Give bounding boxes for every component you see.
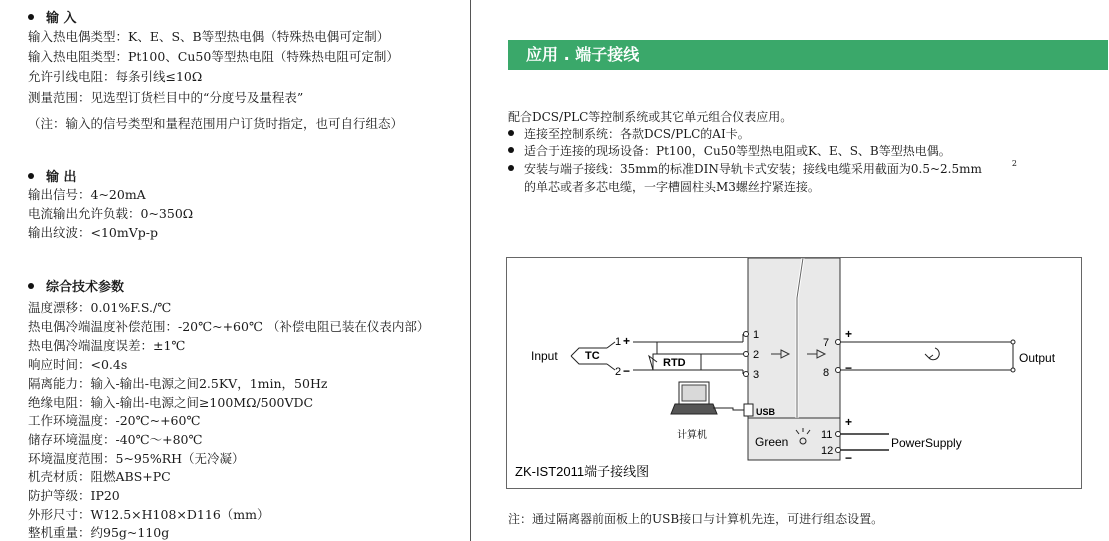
wire-1-label: 1	[615, 336, 622, 348]
input-line: 输入热电偶类型：K、E、S、B等型热电偶（特殊热电偶可定制）	[28, 29, 390, 44]
column-divider	[470, 0, 471, 541]
terminal-12-minus: −	[845, 451, 853, 465]
superscript: 2	[1011, 159, 1017, 168]
bullet-icon	[28, 14, 34, 20]
application-continuation: 的单芯或者多芯电缆，一字槽圆柱头M3螺丝拧紧连接。	[524, 180, 820, 194]
application-bullet: 适合于连接的现场设备：Pt100，Cu50等型热电阻或K、E、S、B等型热电偶。	[508, 142, 951, 159]
application-footnote: 注：通过隔离器前面板上的USB接口与计算机先连，可进行组态设置。	[508, 512, 884, 526]
param-line: 工作环境温度：-20℃~+60℃	[28, 413, 201, 428]
tc-wire-1	[607, 342, 615, 348]
computer-label: 计算机	[677, 430, 707, 441]
wire-1-plus: +	[623, 334, 631, 348]
param-line: 响应时间：<0.4s	[28, 357, 128, 372]
param-line: 隔离能力：输入-输出-电源之间2.5KV，1min，50Hz	[28, 376, 328, 391]
input-section-title: 输 入	[28, 7, 77, 26]
terminal-7	[836, 340, 841, 345]
terminal-12-label: 12	[821, 445, 834, 457]
terminal-1-label: 1	[753, 329, 760, 341]
param-line: 温度漂移：0.01%F.S./℃	[28, 300, 172, 315]
input-note: （注：输入的信号类型和量程范围用户订货时指定，也可自行组态）	[28, 116, 404, 131]
application-bullet: 连接至控制系统：各款DCS/PLC的AI卡。	[508, 125, 750, 142]
terminal-7-plus: +	[845, 327, 853, 341]
tc-wire-2	[607, 364, 615, 370]
tc-label: TC	[585, 350, 600, 362]
application-banner: 应用 . 端子接线	[508, 40, 1108, 70]
param-line: 环境温度范围：5~95%RH（无冷凝）	[28, 451, 245, 466]
terminal-1	[744, 332, 749, 337]
input-line: 输入热电阻类型：Pt100、Cu50等型热电阻（特殊热电阻可定制）	[28, 49, 399, 64]
param-line: 绝缘电阻：输入-输出-电源之间≥100MΩ/500VDC	[28, 395, 314, 410]
input-line: 允许引线电阻：每条引线≤10Ω	[28, 69, 203, 84]
bullet-icon	[508, 130, 514, 136]
bullet-icon	[508, 165, 514, 171]
left-column	[0, 0, 468, 541]
green-led-label: Green	[755, 435, 789, 449]
terminal-8-minus: −	[845, 361, 853, 375]
bullet-icon	[28, 283, 34, 289]
application-intro: 配合DCS/PLC等控制系统或其它单元组合仪表应用。	[508, 110, 793, 124]
param-line: 热电偶冷端温度补偿范围：-20℃~+60℃ （补偿电阻已装在仪表内部）	[28, 319, 430, 334]
usb-port-icon	[744, 404, 753, 416]
rtd-label: RTD	[663, 357, 686, 369]
param-line: 外形尺寸：W12.5×H108×D116（mm）	[28, 507, 270, 522]
terminal-11-plus: +	[845, 415, 853, 429]
output-line: 输出纹波：<10mVp-p	[28, 225, 158, 240]
output-terminal-plus	[1011, 340, 1015, 344]
usb-label: USB	[756, 407, 776, 417]
terminal-7-label: 7	[823, 337, 830, 349]
wire-2-minus: −	[623, 364, 631, 378]
terminal-3-label: 3	[753, 369, 760, 381]
usb-cable	[713, 408, 744, 410]
input-line: 测量范围：见选型订货栏目中的“分度号及量程表”	[28, 90, 304, 105]
terminal-8-label: 8	[823, 367, 830, 379]
bullet-icon	[28, 173, 34, 179]
input-label: Input	[531, 349, 558, 363]
terminal-2-label: 2	[753, 349, 760, 361]
terminal-2	[744, 352, 749, 357]
power-supply-label: PowerSupply	[891, 436, 962, 450]
terminal-8	[836, 368, 841, 373]
output-line: 输出信号：4~20mA	[28, 187, 146, 202]
param-line: 防护等级：IP20	[28, 488, 120, 503]
terminal-3	[744, 372, 749, 377]
wiring-diagram-svg	[507, 258, 1081, 488]
output-line: 电流输出允许负载：0~350Ω	[28, 206, 194, 221]
params-section-title: 综合技术参数	[28, 276, 124, 295]
param-line: 储存环境温度：-40℃～+80℃	[28, 432, 203, 447]
wire-2-label: 2	[615, 366, 622, 378]
param-line: 热电偶冷端温度误差：±1℃	[28, 338, 186, 353]
bullet-icon	[508, 147, 514, 153]
output-section-title: 输 出	[28, 166, 77, 185]
terminal-11	[836, 432, 841, 437]
output-label: Output	[1019, 351, 1056, 365]
param-line: 整机重量：约95g~110g	[28, 525, 170, 540]
param-line: 机壳材质：阻燃ABS+PC	[28, 469, 171, 484]
diagram-caption: ZK-IST2011端子接线图	[515, 464, 650, 479]
terminal-12	[836, 448, 841, 453]
right-column	[472, 0, 1109, 541]
application-bullet: 安装与端子接线：35mm的标准DIN导轨卡式安装；接线电缆采用截面为0.5~2.5mm $^2$	[508, 160, 1017, 177]
output-terminal-minus	[1011, 368, 1015, 372]
current-loop-icon	[925, 348, 939, 360]
computer-keyboard-icon	[671, 404, 717, 414]
computer-screen	[682, 385, 706, 401]
wiring-diagram	[506, 257, 1082, 489]
terminal-11-label: 11	[821, 429, 833, 441]
